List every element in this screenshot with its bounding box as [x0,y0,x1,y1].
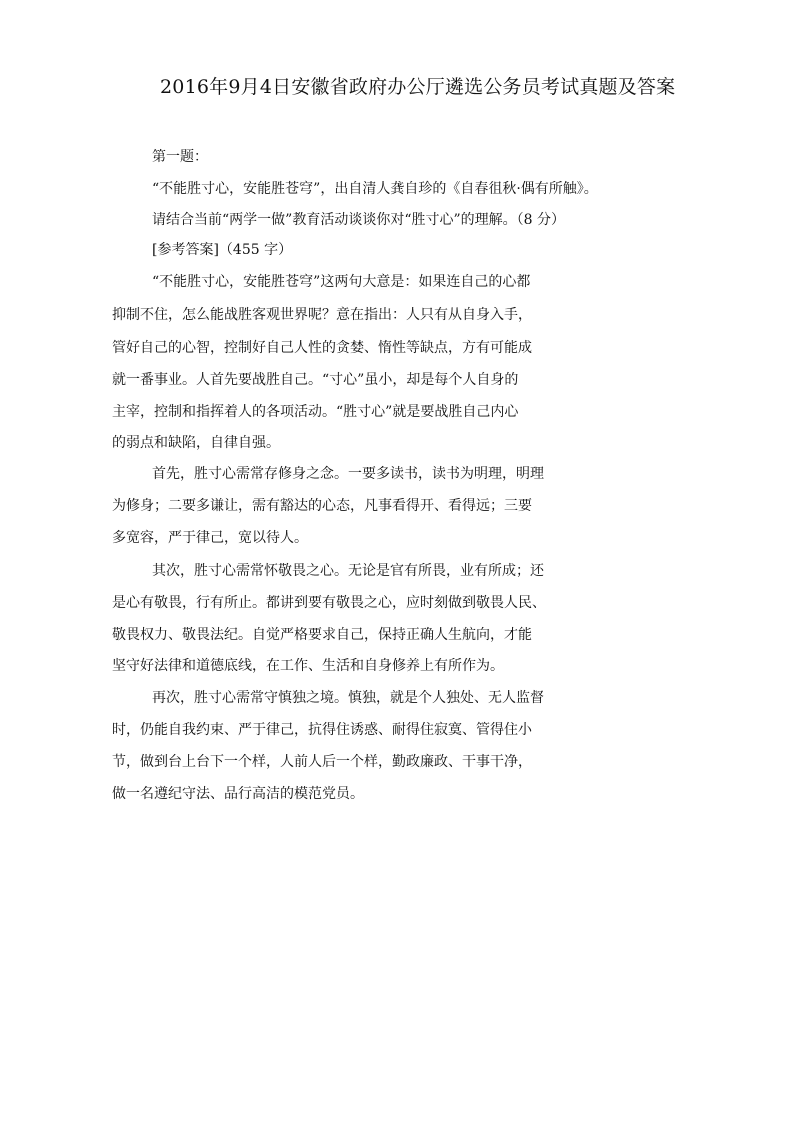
paragraph-line: 时，仍能自我约束、严于律己，抗得住诱惑、耐得住寂寞、管得住小 [112,722,532,738]
paragraph-line: 的弱点和缺陷，自律自强。 [112,435,280,451]
paragraph-line: 是心有敬畏，行有所止。都讲到要有敬畏之心，应时刻做到敬畏人民、 [112,595,546,611]
paragraph-line: 管好自己的心智，控制好自己人性的贪婪、惰性等缺点，方有可能成 [112,340,532,356]
paragraph-line: 敬畏权力、敬畏法纪。自觉严格要求自己，保持正确人生航向，才能 [112,627,532,643]
paragraph-line: 其次，胜寸心需常怀敬畏之心。无论是官有所畏，业有所成；还 [152,563,544,579]
paragraph-line: 抑制不住，怎么能战胜客观世界呢？意在指出：人只有从自身入手， [112,307,532,323]
answer-heading: [参考答案]（455 字） [152,242,293,258]
question-heading: 第一题： [152,149,208,165]
paragraph-line: 就一番事业。人首先要战胜自己。“寸心”虽小，却是每个人自身的 [112,372,519,388]
paragraph-line: 节，做到台上台下一个样，人前人后一个样，勤政廉政、干事干净， [112,754,532,770]
paragraph-line: 主宰，控制和指挥着人的各项活动。“胜寸心”就是要战胜自己内心 [112,404,519,420]
paragraph-line: 多宽容，严于律己，宽以待人。 [112,530,308,546]
paragraph-line: 为修身；二要多谦让，需有豁达的心态，凡事看得开、看得远；三要 [112,498,532,514]
question-prompt: 请结合当前“两学一做”教育活动谈谈你对“胜寸心”的理解。（8 分） [152,212,565,228]
question-quote: “不能胜寸心，安能胜苍穹”，出自清人龚自珍的《自春徂秋·偶有所触》。 [152,181,598,197]
paragraph-line: 做一名遵纪守法、品行高洁的模范党员。 [112,786,364,802]
paragraph-line: 首先，胜寸心需常存修身之念。一要多读书，读书为明理，明理 [152,466,544,482]
paragraph-line: 坚守好法律和道德底线，在工作、生活和自身修养上有所作为。 [112,658,504,674]
paragraph-line: “不能胜寸心，安能胜苍穹”这两句大意是：如果连自己的心都 [152,274,531,290]
paragraph-line: 再次，胜寸心需常守慎独之境。慎独，就是个人独处、无人监督 [152,690,544,706]
document-title: 2016年9月4日安徽省政府办公厅遴选公务员考试真题及答案 [160,76,676,98]
